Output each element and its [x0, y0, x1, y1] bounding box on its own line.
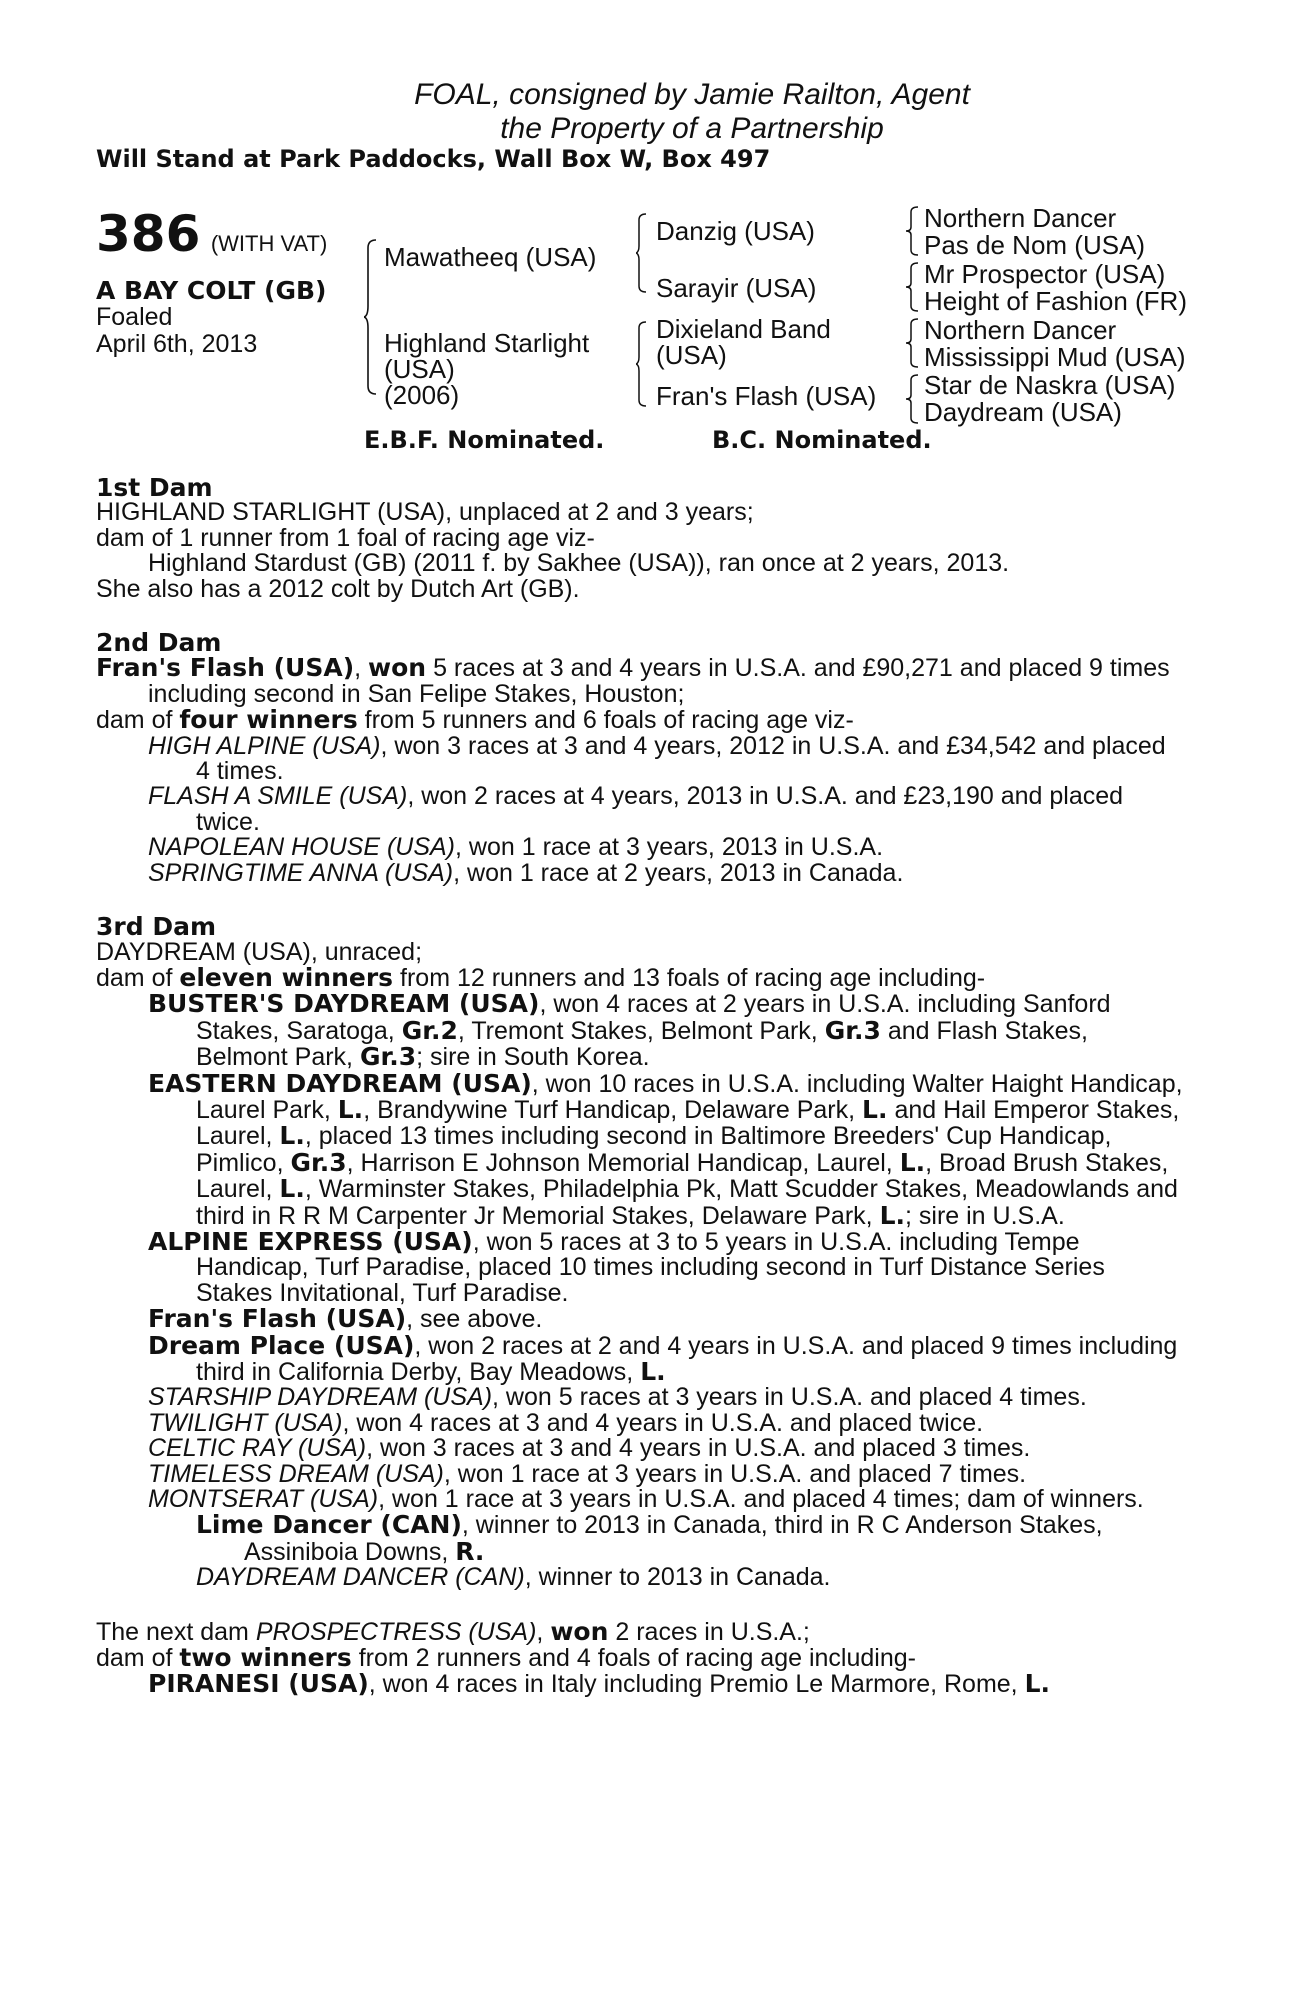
produce-busters-daydream: BUSTER'S DAYDREAM (USA), won 4 races at 2 years in U.S.A. including Sanford Stakes, Saratoga, Gr.2, Tremont Stakes, Belmont Park, Gr.3 and Flash Stakes, Belmont Park, Gr.3; sire in South Korea.	[148, 989, 1111, 1072]
foaled-date: April 6th, 2013	[96, 330, 258, 358]
produce-napolean-house: NAPOLEAN HOUSE (USA), won 1 race at 3 years, 2013 in U.S.A.	[148, 833, 884, 862]
catalogue-body	[96, 475, 1206, 1698]
produce-springtime-anna: SPRINGTIME ANNA (USA), won 1 race at 2 years, 2013 in Canada.	[148, 858, 904, 887]
first-dam-line: HIGHLAND STARLIGHT (USA), unplaced at 2 and 3 years;	[96, 498, 754, 527]
second-dam-heading: 2nd Dam	[96, 628, 222, 658]
brace-ds	[906, 317, 920, 369]
dam-sire-l2: (USA)	[656, 340, 727, 370]
produce-eastern-daydream: EASTERN DAYDREAM (USA), won 10 races in U.S.A. including Walter Haight Handicap, Laurel Park, L., Brandywine Turf Handicap, Delaware Park, L. and Hail Emperor Stakes, Laurel, L., placed 13 times including second in Baltimore Breeders' Cup Handicap, Pimlico, Gr.3, Harrison E Johnson Memorial Handicap, Laurel, L., Broad Brush Stakes, Laurel, L., Warminster Stakes, Philadelphia Pk, Matt Scudder Stakes, Meadowlands and third in R R M Carpenter Jr Memorial Stakes, Delaware Park, L.; sire in U.S.A.	[148, 1068, 1183, 1230]
brace-dd	[906, 373, 920, 425]
consignor-line: FOAL, consigned by Jamie Railton, Agent	[414, 78, 970, 111]
produce-timeless-dream: TIMELESS DREAM (USA), won 1 race at 3 years in U.S.A. and placed 7 times.	[148, 1459, 1027, 1488]
next-dam-produce-summary: dam of two winners from 2 runners and 4 foals of racing age including-	[96, 1643, 916, 1673]
produce-montserat: MONTSERAT (USA), won 1 race at 3 years in U.S.A. and placed 4 times; dam of winners.	[148, 1485, 1144, 1514]
next-dam-line: The next dam PROSPECTRESS (USA), won 2 races in U.S.A.;	[96, 1616, 810, 1646]
dam-name-l3: (2006)	[384, 380, 460, 410]
dam-sire-dam: Mississippi Mud (USA)	[924, 342, 1186, 372]
dam-line-brace	[636, 320, 648, 408]
foaled-label: Foaled	[96, 303, 173, 331]
first-dam-note: She also has a 2012 colt by Dutch Art (GB).	[96, 574, 580, 603]
brace-sd	[906, 261, 920, 313]
vat-label: (WITH VAT)	[210, 231, 328, 256]
sire-dam-sire: Mr Prospector (USA)	[924, 259, 1166, 289]
third-dam-produce-summary: dam of eleven winners from 12 runners and 13 foals of racing age including-	[96, 962, 986, 992]
lot-number: 386	[96, 205, 201, 263]
produce-starship-daydream: STARSHIP DAYDREAM (USA), won 5 races at 3 years in U.S.A. and placed 4 times.	[148, 1383, 1087, 1412]
dam-dam-dam: Daydream (USA)	[924, 397, 1122, 427]
ebf-nominated: E.B.F. Nominated.	[364, 426, 605, 454]
sire-dam-brace	[364, 238, 378, 396]
sire-sire-sire: Northern Dancer	[924, 203, 1117, 233]
third-dam-line: DAYDREAM (USA), unraced;	[96, 937, 423, 966]
dam-dam-sire: Star de Naskra (USA)	[924, 370, 1176, 400]
sire-sire-dam: Pas de Nom (USA)	[924, 230, 1146, 260]
third-dam-heading: 3rd Dam	[96, 912, 216, 942]
produce-celtic-ray: CELTIC RAY (USA), won 3 races at 3 and 4 years in U.S.A. and placed 3 times.	[148, 1434, 1031, 1463]
first-dam-produce-summary: dam of 1 runner from 1 foal of racing age viz-	[96, 523, 595, 552]
sire-dam: Sarayir (USA)	[656, 273, 817, 303]
sire-dam-dam: Height of Fashion (FR)	[924, 286, 1187, 316]
produce-frans-flash: Fran's Flash (USA), see above.	[148, 1304, 543, 1334]
first-dam-produce-item: Highland Stardust (GB) (2011 f. by Sakhee (USA)), ran once at 2 years, 2013.	[148, 549, 1010, 578]
produce-twilight: TWILIGHT (USA), won 4 races at 3 and 4 years in U.S.A. and placed twice.	[148, 1408, 984, 1437]
sire-sire: Danzig (USA)	[656, 216, 815, 246]
lot-title: A BAY COLT (GB)	[96, 276, 327, 305]
produce-flash-a-smile: FLASH A SMILE (USA), won 2 races at 4 years, 2013 in U.S.A. and £23,190 and placed twice.	[148, 782, 1124, 836]
sire-name: Mawatheeq (USA)	[384, 242, 597, 272]
dam-dam: Fran's Flash (USA)	[656, 381, 877, 411]
property-line: the Property of a Partnership	[500, 112, 884, 145]
dam-name-l2: (USA)	[384, 354, 455, 384]
bc-nominated: B.C. Nominated.	[712, 426, 932, 454]
produce-daydream-dancer: DAYDREAM DANCER (CAN), winner to 2013 in Canada.	[196, 1563, 831, 1592]
dam-name-l1: Highland Starlight	[384, 328, 590, 358]
dam-sire-sire: Northern Dancer	[924, 315, 1117, 345]
produce-piranesi: PIRANESI (USA), won 4 races in Italy including Premio Le Marmore, Rome, L.	[148, 1669, 1051, 1699]
second-dam-produce-summary: dam of four winners from 5 runners and 6 foals of racing age viz-	[96, 705, 854, 735]
second-dam-record: Fran's Flash (USA), won 5 races at 3 and 4 years in U.S.A. and £90,271 and placed 9 times including second in San Felipe Stakes, Houston;	[96, 653, 1170, 708]
produce-dream-place: Dream Place (USA), won 2 races at 2 and 4 years in U.S.A. and placed 9 times including third in California Derby, Bay Meadows, L.	[148, 1330, 1178, 1386]
sire-line-brace	[636, 212, 648, 294]
lot-number-row	[96, 205, 327, 263]
produce-lime-dancer: Lime Dancer (CAN), winner to 2013 in Canada, third in R C Anderson Stakes, Assiniboia Downs, R.	[196, 1510, 1103, 1566]
brace-ss	[906, 205, 920, 257]
dam-sire-l1: Dixieland Band	[656, 314, 831, 344]
produce-alpine-express: ALPINE EXPRESS (USA), won 5 races at 3 to 5 years in U.S.A. including Tempe Handicap, Turf Paradise, placed 10 times including second in Turf Distance Series Stakes Invitational, Turf Paradise.	[148, 1226, 1105, 1307]
stand-line: Will Stand at Park Paddocks, Wall Box W, Box 497	[96, 145, 771, 173]
first-dam-heading: 1st Dam	[96, 473, 213, 502]
produce-high-alpine: HIGH ALPINE (USA), won 3 races at 3 and 4 years, 2012 in U.S.A. and £34,542 and placed 4 times.	[148, 731, 1166, 786]
